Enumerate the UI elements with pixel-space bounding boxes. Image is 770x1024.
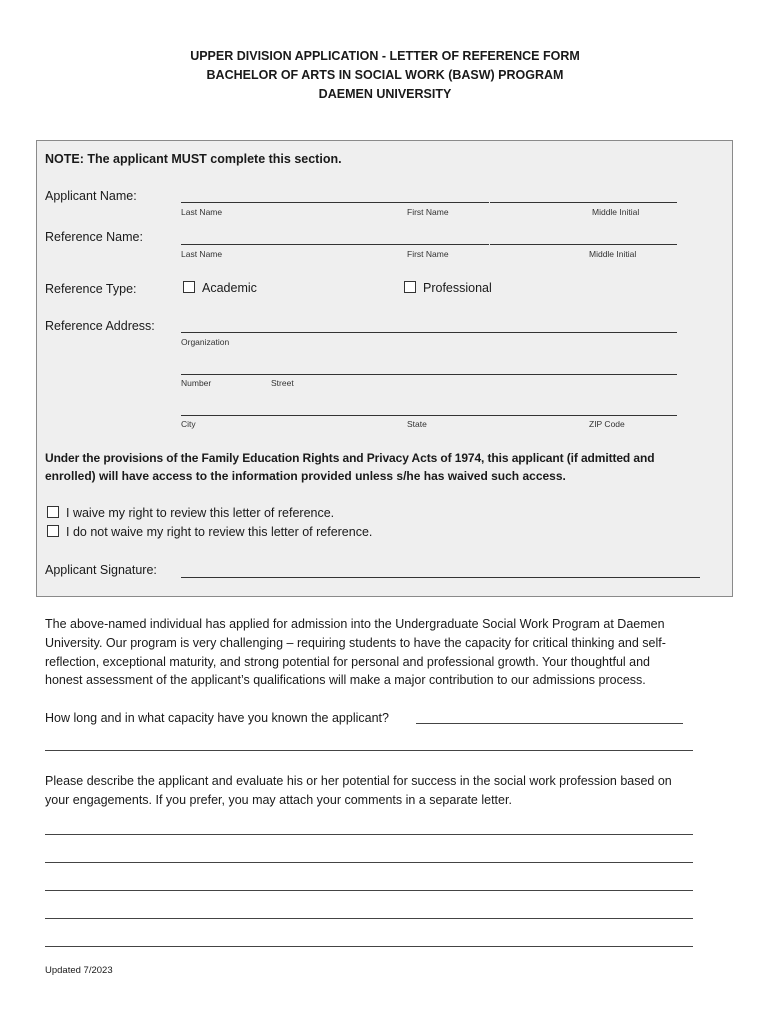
applicant-first-name-caption: First Name xyxy=(407,207,449,217)
waive-checkbox[interactable] xyxy=(47,506,59,518)
not-waive-checkbox[interactable] xyxy=(47,525,59,537)
privacy-notice-line2: enrolled) will have access to the information provided unless s/he has waived such access. xyxy=(45,469,566,483)
number-caption: Number xyxy=(181,378,212,388)
reference-address-label: Reference Address: xyxy=(45,319,155,333)
privacy-notice-line1: Under the provisions of the Family Education Rights and Privacy Acts of 1974, this applicant (if admitted and xyxy=(45,451,655,465)
question-2-answer-line-3[interactable] xyxy=(45,890,693,891)
applicant-last-name-field[interactable] xyxy=(181,202,489,203)
question-2-answer-line-5[interactable] xyxy=(45,946,693,947)
applicant-name-label: Applicant Name: xyxy=(45,189,137,203)
professional-option[interactable] xyxy=(404,281,492,295)
state-caption: State xyxy=(407,419,427,429)
signature-label: Applicant Signature: xyxy=(45,563,157,577)
question-1: How long and in what capacity have you known the applicant? xyxy=(45,711,389,725)
form-title: UPPER DIVISION APPLICATION - LETTER OF REFERENCE FORM xyxy=(190,49,580,63)
intro-line-1: The above-named individual has applied for admission into the Undergraduate Social Work Program at Daemen xyxy=(45,617,665,631)
question-2-answer-line-2[interactable] xyxy=(45,862,693,863)
applicant-note: NOTE: The applicant MUST complete this section. xyxy=(45,152,342,166)
reference-name-label: Reference Name: xyxy=(45,230,143,244)
university-title: DAEMEN UNIVERSITY xyxy=(318,87,452,101)
intro-line-3: reflection, exceptional maturity, and strong potential for personal and professional growth. Your thoughtful and xyxy=(45,655,651,669)
question-1-answer-field[interactable] xyxy=(416,723,683,724)
reference-last-name-caption: Last Name xyxy=(181,249,223,259)
question-2-answer-line-1[interactable] xyxy=(45,834,693,835)
reference-middle-initial-caption: Middle Initial xyxy=(589,249,637,259)
intro-line-4: honest assessment of the applicant’s qualifications will make a major contribution to our admissions process. xyxy=(45,673,646,687)
applicant-middle-initial-caption: Middle Initial xyxy=(592,207,640,217)
applicant-first-name-field[interactable] xyxy=(490,202,677,203)
reference-last-name-field[interactable] xyxy=(181,244,489,245)
applicant-last-name-caption: Last Name xyxy=(181,207,223,217)
reference-first-name-field[interactable] xyxy=(490,244,677,245)
academic-option[interactable] xyxy=(183,281,257,295)
academic-label: Academic xyxy=(202,281,257,295)
city-state-zip-field[interactable] xyxy=(181,415,677,416)
zip-caption: ZIP Code xyxy=(589,419,625,429)
not-waive-label: I do not waive my right to review this letter of reference. xyxy=(66,525,373,539)
question-2-answer-line-4[interactable] xyxy=(45,918,693,919)
city-caption: City xyxy=(181,419,196,429)
organization-caption: Organization xyxy=(181,337,230,347)
reference-first-name-caption: First Name xyxy=(407,249,449,259)
street-field[interactable] xyxy=(181,374,677,375)
signature-field[interactable] xyxy=(181,577,700,578)
organization-field[interactable] xyxy=(181,332,677,333)
question-2-line-2: your engagements. If you prefer, you may attach your comments in a separate letter. xyxy=(45,793,512,807)
professional-label: Professional xyxy=(423,281,492,295)
updated-date: Updated 7/2023 xyxy=(45,965,113,976)
program-title: BACHELOR OF ARTS IN SOCIAL WORK (BASW) PROGRAM xyxy=(206,68,564,82)
waive-option[interactable] xyxy=(47,506,334,520)
professional-checkbox[interactable] xyxy=(404,281,416,293)
question-2-line-1: Please describe the applicant and evaluate his or her potential for success in the social work profession based on xyxy=(45,774,672,788)
reference-type-label: Reference Type: xyxy=(45,282,137,296)
question-1-answer-line-2[interactable] xyxy=(45,750,693,751)
intro-line-2: University. Our program is very challenging – requiring students to have the capacity for critical thinking and self- xyxy=(45,636,666,650)
waive-label: I waive my right to review this letter of reference. xyxy=(66,506,335,520)
academic-checkbox[interactable] xyxy=(183,281,195,293)
not-waive-option[interactable] xyxy=(47,525,372,539)
street-caption: Street xyxy=(271,378,294,388)
